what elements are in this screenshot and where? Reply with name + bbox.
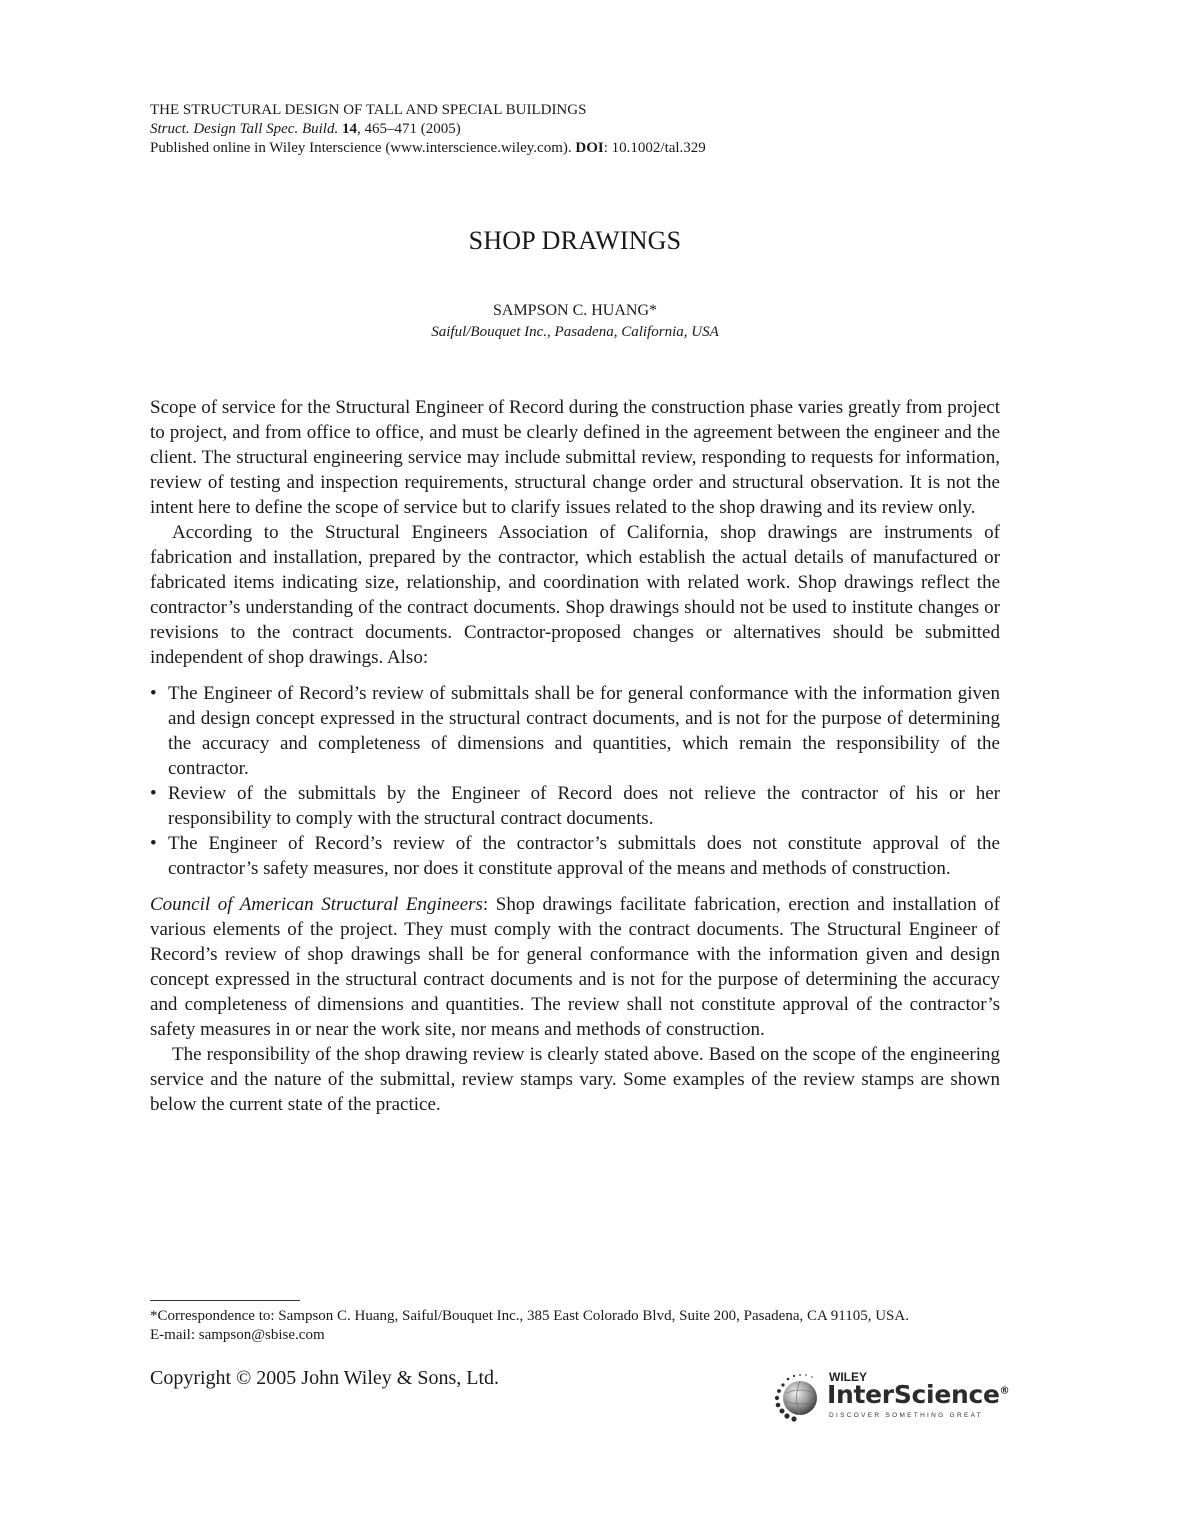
logo-tagline: DISCOVER SOMETHING GREAT	[829, 1412, 984, 1419]
doi-value: : 10.1002/tal.329	[603, 140, 706, 156]
published-online-text: Published online in Wiley Interscience (www.interscience.wiley.com).	[150, 140, 576, 156]
interscience-wordmark: InterScience®	[827, 1380, 1010, 1409]
bullet-mark: •	[150, 683, 157, 704]
doi-label: DOI	[575, 140, 604, 156]
journal-header	[150, 101, 706, 158]
list-item	[150, 681, 1000, 781]
bullet-mark: •	[150, 833, 157, 854]
list-item-text: The Engineer of Record’s review of submittals shall be for general conformance with the information given and design concept expressed in the structural contract documents, and is not for the purpose of determining the accuracy and completeness of dimensions and quantities, which remain the responsibility of the contractor.	[168, 683, 1000, 779]
copyright-notice: Copyright © 2005 John Wiley & Sons, Ltd.	[150, 1367, 500, 1389]
citation-pages-year: , 465–471 (2005)	[356, 121, 461, 137]
list-item-text: Review of the submittals by the Engineer of Record does not relieve the contractor of his or her responsibility to comply with the structural contract documents.	[168, 783, 1000, 829]
article-body	[150, 395, 1000, 1117]
bullet-list	[150, 681, 1000, 881]
footnote	[150, 1307, 1000, 1345]
paragraph-4: The responsibility of the shop drawing review is clearly stated above. Based on the scope of the engineering service and the nature of the submittal, review stamps vary. Some examples of the review stamps are shown below the current state of the practice.	[150, 1044, 1000, 1115]
article-title: SHOP DRAWINGS	[468, 226, 682, 255]
author-name: SAMPSON C. HUANG*	[492, 302, 658, 319]
list-item-text: The Engineer of Record’s review of the contractor’s submittals does not constitute approval of the contractor’s safety measures, nor does it constitute approval of the means and methods of construction.	[168, 833, 1000, 879]
globe-icon	[773, 1371, 825, 1423]
publication-line	[150, 139, 706, 158]
author-affiliation: Saiful/Bouquet Inc., Pasadena, California, USA	[431, 324, 719, 340]
paragraph-3	[150, 892, 1000, 1042]
citation-volume: 14	[341, 121, 357, 137]
paragraph-3-text: : Shop drawings facilitate fabrication, erection and installation of various elements of the project. They must comply with the contract documents. The Structural Engineer of Record’s review of shop drawings shall be for general conformance with the information given and design concept expressed in the structural contract documents and is not for the purpose of determining the accuracy and completeness of dimensions and quantities. The review shall not constitute approval of the contractor’s safety measures in or near the work site, nor means and methods of construction.	[150, 894, 1001, 1040]
list-item	[150, 831, 1000, 881]
paragraph-2: According to the Structural Engineers Association of California, shop drawings are instruments of fabrication and installation, prepared by the contractor, which establish the actual details of manufactured or fabricated items indicating size, relationship, and coordination with related work. Shop drawings reflect the contractor’s understanding of the contract documents. Shop drawings should not be used to institute changes or revisions to the contract documents. Contractor-proposed changes or alternatives should be submitted independent of shop drawings. Also:	[150, 522, 1000, 668]
correspondence-line: *Correspondence to: Sampson C. Huang, Saiful/Bouquet Inc., 385 East Colorado Blvd, Suite 200, Pasadena, CA 91105, USA.	[150, 1308, 909, 1324]
footnote-rule	[150, 1300, 300, 1301]
bullet-mark: •	[150, 783, 157, 804]
email-line: E-mail: sampson@sbise.com	[150, 1327, 325, 1343]
list-item	[150, 781, 1000, 831]
registered-mark: ®	[999, 1385, 1010, 1397]
paragraph-1: Scope of service for the Structural Engineer of Record during the construction phase varies greatly from project to project, and from office to office, and must be clearly defined in the agreement between the engineer and the client. The structural engineering service may include submittal review, responding to requests for information, review of testing and inspection requirements, structural change order and structural observation. It is not the intent here to define the scope of service but to clarify issues related to the shop drawing and its review only.	[150, 397, 1000, 518]
wiley-interscience-logo	[773, 1370, 1010, 1423]
wiley-wordmark: WILEY	[829, 1370, 867, 1384]
organization-name: Council of American Structural Engineers	[150, 894, 483, 915]
journal-name: THE STRUCTURAL DESIGN OF TALL AND SPECIAL BUILDINGS	[150, 102, 587, 118]
citation-journal-abbrev: Struct. Design Tall Spec. Build.	[150, 121, 339, 137]
citation-line	[150, 120, 706, 139]
